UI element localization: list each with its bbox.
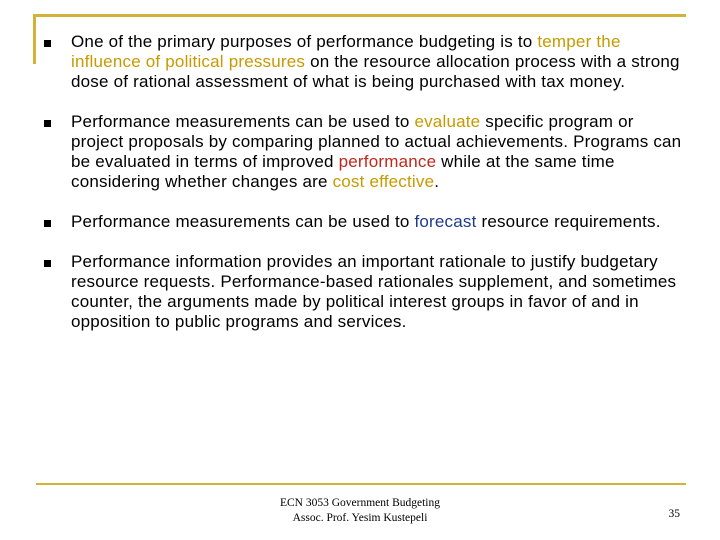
square-bullet-icon bbox=[44, 220, 51, 227]
bullet-3-text-c: resource requirements. bbox=[476, 212, 661, 231]
bullet-1-highlight: temper the influence of political pressures bbox=[71, 32, 621, 71]
bullet-2-text-e: while at the same time considering whether changes are bbox=[71, 152, 615, 191]
top-divider bbox=[36, 14, 686, 17]
bottom-divider bbox=[36, 483, 686, 485]
bullet-3-text-a: Performance measurements can be used to bbox=[71, 212, 415, 231]
square-bullet-icon bbox=[44, 260, 51, 267]
bullet-2-highlight-cost-effective: cost effective bbox=[332, 172, 435, 191]
bullet-2-text-g: . bbox=[434, 172, 440, 191]
footer bbox=[230, 496, 490, 526]
square-bullet-icon bbox=[44, 40, 51, 47]
bullet-2-text-a: Performance measurements can be used to bbox=[71, 112, 415, 131]
bullet-item-1 bbox=[36, 32, 686, 92]
bullet-4-text-a: Performance information provides an important rationale to justify budgetary resource requests. Performance-based rationales supplement, and sometimes counter, the arguments made by political interest groups in favor of and in opposition to public programs and services. bbox=[71, 252, 677, 331]
square-bullet-icon bbox=[44, 120, 51, 127]
bullet-item-4 bbox=[36, 252, 686, 332]
bullet-text-4 bbox=[71, 252, 686, 332]
bullet-item-2 bbox=[36, 112, 686, 192]
bullet-text-2 bbox=[71, 112, 686, 192]
page-number: 35 bbox=[668, 508, 680, 520]
bullet-1-text-a: One of the primary purposes of performance budgeting is to bbox=[71, 32, 538, 51]
bullet-2-highlight-performance: performance bbox=[338, 152, 437, 171]
bullet-text-3 bbox=[71, 212, 661, 232]
bullet-list bbox=[36, 32, 686, 352]
bullet-1-text-c: on the resource allocation process with a strong dose of rational assessment of what is being purchased with tax money. bbox=[71, 52, 680, 91]
bullet-text-1 bbox=[71, 32, 686, 92]
bullet-item-3 bbox=[36, 212, 686, 232]
footer-course: ECN 3053 Government Budgeting bbox=[279, 497, 441, 509]
bullet-2-text-c: specific program or project proposals by comparing planned to actual achievements. Programs can be evaluated in terms of improved bbox=[71, 112, 682, 171]
bullet-2-highlight-evaluate: evaluate bbox=[414, 112, 481, 131]
bullet-3-highlight-forecast: forecast bbox=[414, 212, 477, 231]
footer-author: Assoc. Prof. Yesim Kustepeli bbox=[292, 512, 428, 524]
